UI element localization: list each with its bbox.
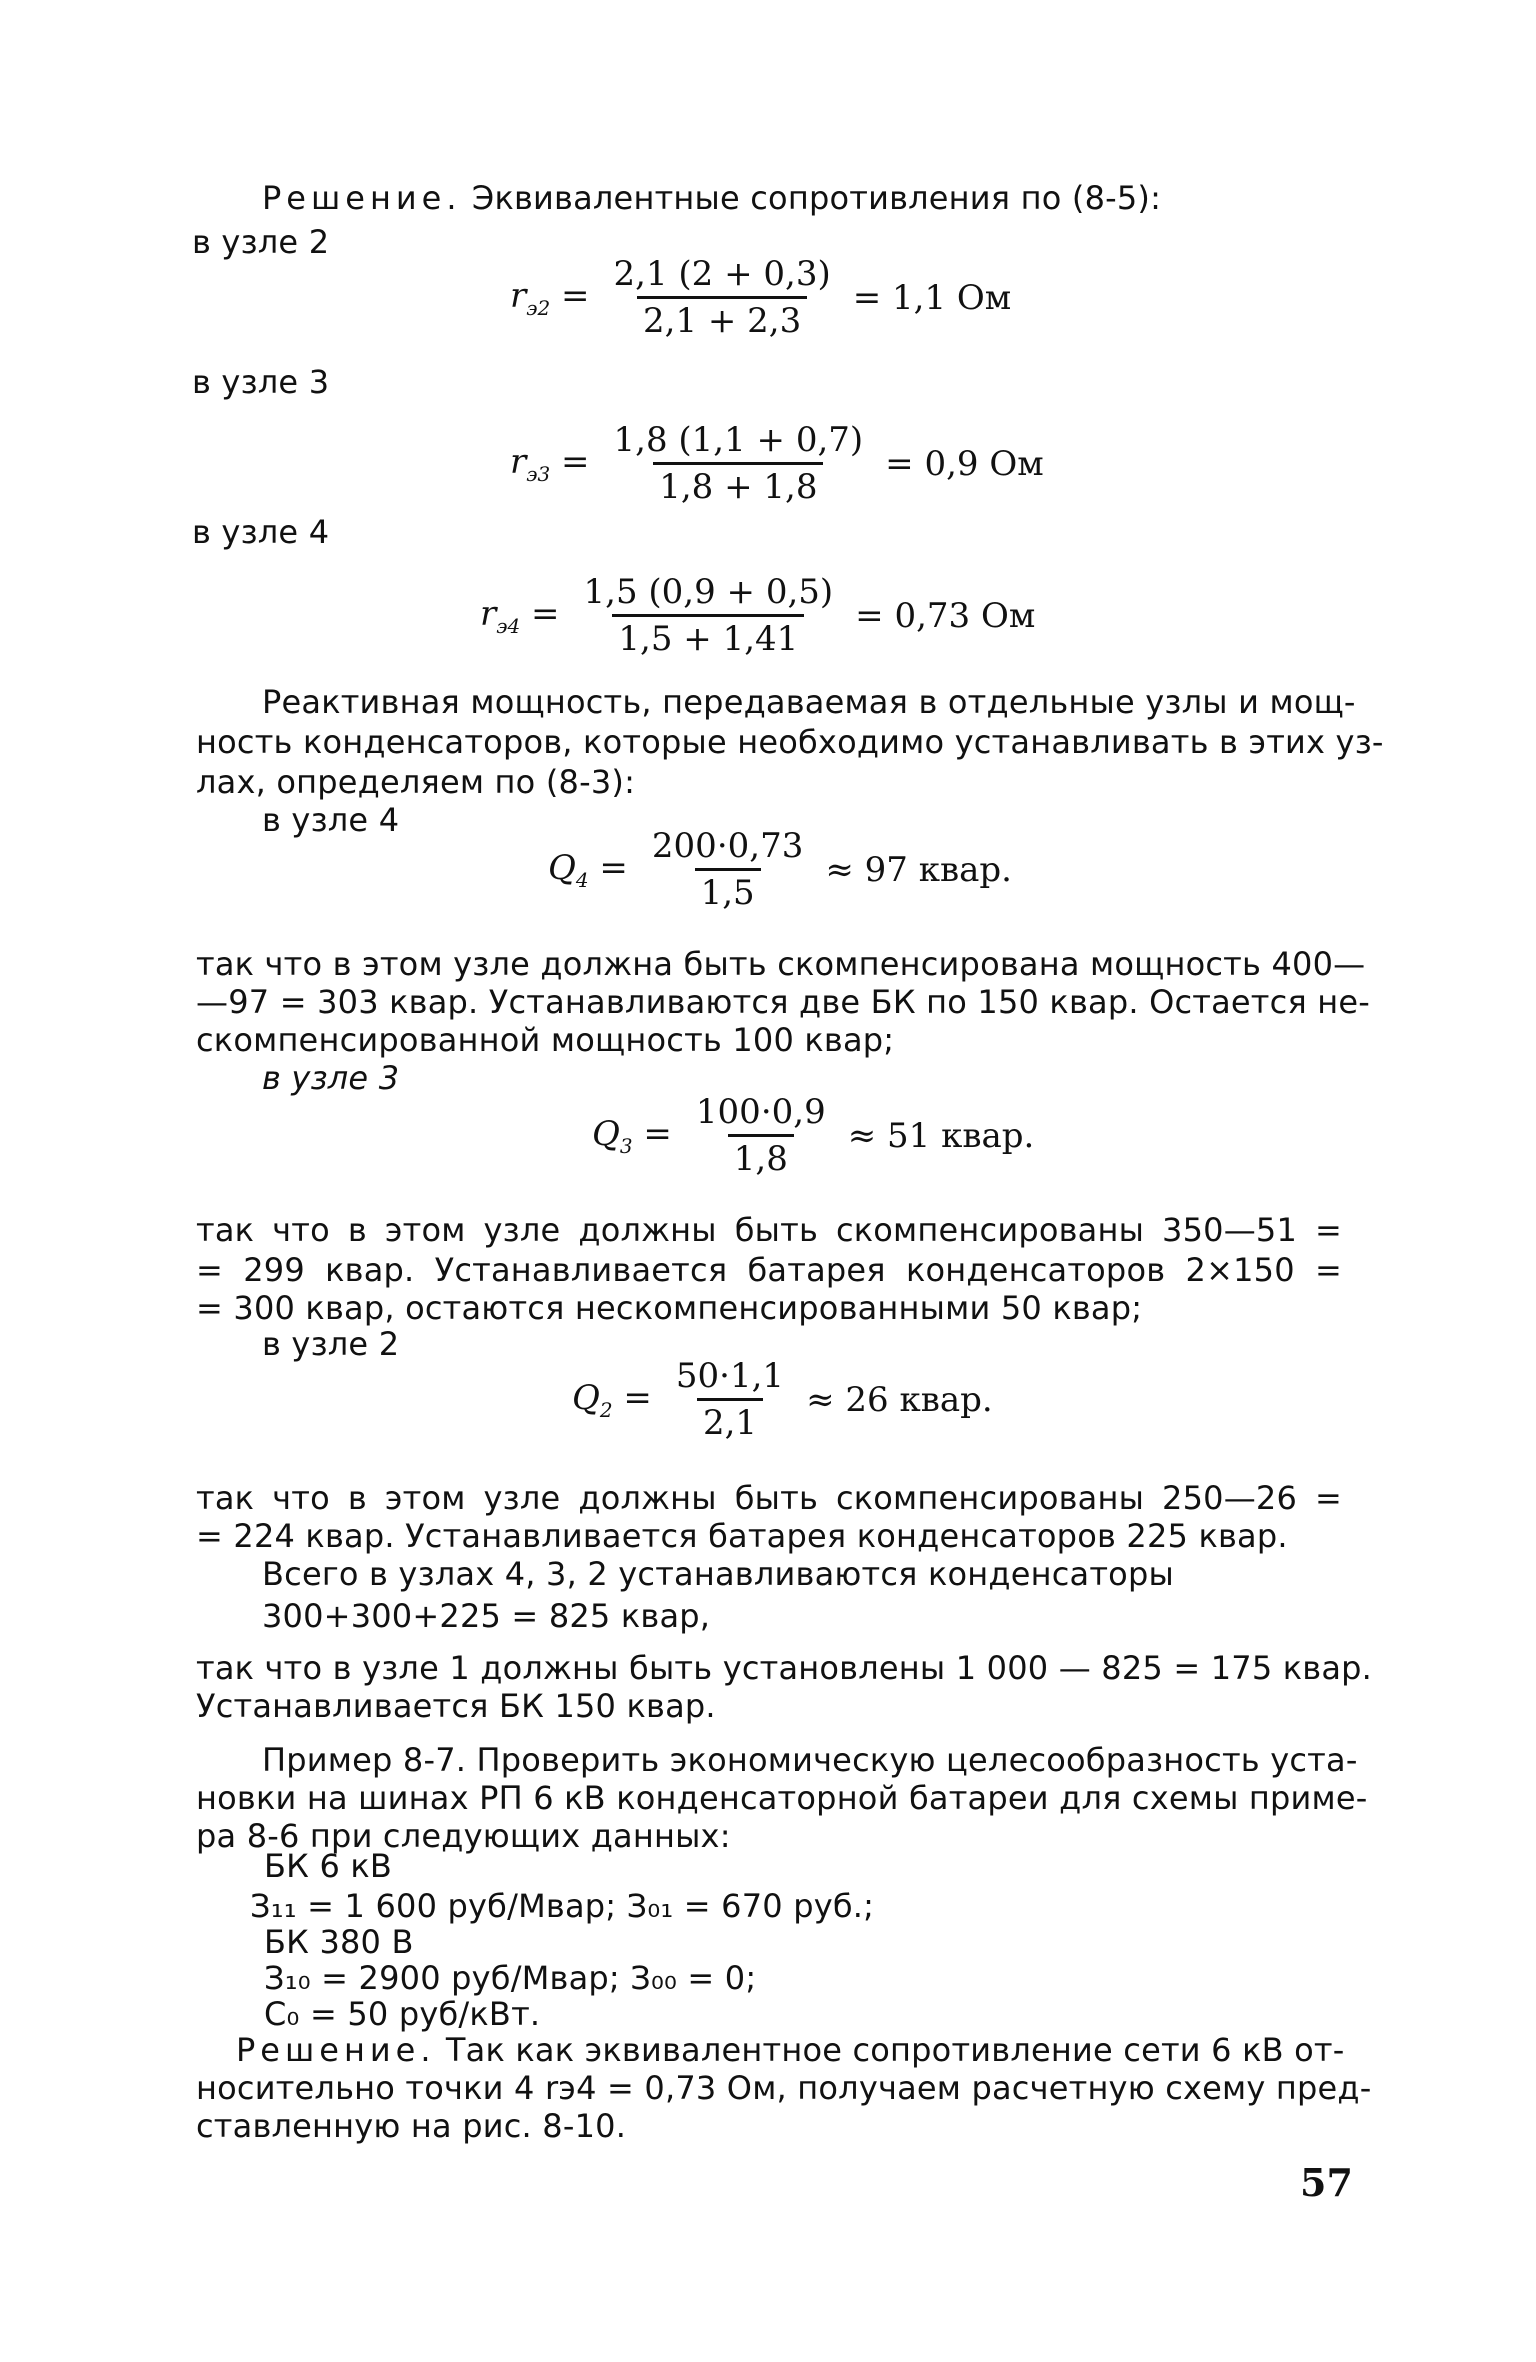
denominator: 1,8 [728, 1134, 794, 1179]
denominator: 2,1 + 2,3 [637, 296, 807, 341]
numerator: 1,5 (0,9 + 0,5) [583, 572, 834, 612]
numerator: 1,8 (1,1 + 0,7) [613, 420, 864, 460]
paragraph-line: Всего в узлах 4, 3, 2 устанавливаются конденсаторы [262, 1555, 1174, 1593]
solution-heading: Решение. [262, 179, 462, 217]
fraction [578, 572, 840, 659]
formula-q2 [572, 1356, 993, 1443]
numerator: 200·0,73 [651, 826, 804, 866]
node-2-label: в узле 2 [192, 223, 330, 261]
solution-text: Эквивалентные сопротивления по (8-5): [471, 179, 1162, 217]
formula-result: ≈ 97 квар. [825, 849, 1012, 890]
denominator: 1,5 + 1,41 [612, 614, 804, 659]
formula-lhs: $r_{э2}$ = [510, 275, 590, 320]
formula-result: = 1,1 Ом [852, 277, 1012, 318]
paragraph-line: так что в этом узле должны быть скомпенсированы 350—51 = [196, 1211, 1342, 1249]
formula-r-e3 [510, 420, 1044, 507]
paragraph-line: так что в этом узле должны быть скомпенсированы 250—26 = [196, 1479, 1342, 1517]
node-3-label: в узле 3 [192, 363, 330, 401]
paragraph-line: —97 = 303 квар. Устанавливаются две БК по 150 квар. Остается не- [196, 983, 1371, 1021]
data-line: З₁₁ = 1 600 руб/Мвар; З₀₁ = 670 руб.; [250, 1887, 875, 1925]
denominator: 2,1 [697, 1398, 763, 1443]
fraction [608, 254, 837, 341]
paragraph-line: Реактивная мощность, передаваемая в отдельные узлы и мощ- [262, 683, 1356, 721]
fraction [670, 1356, 790, 1443]
formula-result: = 0,9 Ом [885, 443, 1044, 484]
formula-r-e4 [480, 572, 1035, 659]
paragraph-line: ность конденсаторов, которые необходимо устанавливать в этих уз- [196, 723, 1384, 761]
formula-lhs: $Q_3$ = [592, 1113, 672, 1158]
data-line: БК 380 В [264, 1923, 414, 1961]
paragraph-line: ставленную на рис. 8-10. [196, 2107, 627, 2145]
formula-result: ≈ 26 квар. [806, 1379, 993, 1420]
formula-lhs: $Q_4$ = [548, 847, 628, 892]
solution-heading-2: Решение. [236, 2031, 436, 2069]
denominator: 1,5 [695, 868, 761, 913]
numerator: 100·0,9 [695, 1092, 826, 1132]
data-line: C₀ = 50 руб/кВт. [264, 1995, 541, 2033]
numerator: 2,1 (2 + 0,3) [613, 254, 831, 294]
paragraph-line: лах, определяем по (8-3): [196, 763, 636, 801]
denominator: 1,8 + 1,8 [653, 462, 823, 507]
fraction [690, 1092, 832, 1179]
data-line: З₁₀ = 2900 руб/Мвар; З₀₀ = 0; [264, 1959, 757, 1997]
formula-r-e2 [510, 254, 1011, 341]
paragraph-line: Устанавливается БК 150 квар. [196, 1687, 716, 1725]
paragraph-line: 300+300+225 = 825 квар, [262, 1597, 711, 1635]
formula-result: = 0,73 Ом [855, 595, 1036, 636]
fraction [608, 420, 870, 507]
paragraph-line: = 299 квар. Устанавливается батарея конденсаторов 2×150 = [196, 1251, 1342, 1289]
page-number: 57 [1300, 2160, 1353, 2205]
data-line: БК 6 кВ [264, 1847, 393, 1885]
node-3b-label: в узле 3 [262, 1059, 400, 1097]
numerator: 50·1,1 [675, 1356, 785, 1396]
formula-lhs: $r_{э3}$ = [510, 441, 590, 486]
paragraph-line: так что в узле 1 должны быть установлены 1 000 — 825 = 175 квар. [196, 1649, 1373, 1687]
node-4-label: в узле 4 [192, 513, 330, 551]
formula-q3 [592, 1092, 1034, 1179]
formula-result: ≈ 51 квар. [847, 1115, 1035, 1156]
paragraph-line: носительно точки 4 rэ4 = 0,73 Ом, получаем расчетную схему пред- [196, 2069, 1372, 2107]
paragraph-line: так что в этом узле должна быть скомпенсирована мощность 400— [196, 945, 1366, 983]
paragraph-line: Решение. Так как эквивалентное сопротивление сети 6 кВ от- [236, 2031, 1345, 2069]
paragraph-line: новки на шинах РП 6 кВ конденсаторной батареи для схемы приме- [196, 1779, 1368, 1817]
paragraph-line: = 300 квар, остаются нескомпенсированными 50 квар; [196, 1289, 1143, 1327]
solution-intro [262, 178, 1161, 218]
node-4b-label: в узле 4 [262, 801, 400, 839]
formula-q4 [548, 826, 1012, 913]
formula-lhs: $Q_2$ = [572, 1377, 652, 1422]
paragraph-line: Пример 8-7. Проверить экономическую целесообразность уста- [262, 1741, 1358, 1779]
paragraph-line: скомпенсированной мощность 100 квар; [196, 1021, 895, 1059]
paragraph-line: ра 8-6 при следующих данных: [196, 1817, 731, 1855]
fraction [646, 826, 809, 913]
paragraph-line: = 224 квар. Устанавливается батарея конденсаторов 225 квар. [196, 1517, 1288, 1555]
node-2b-label: в узле 2 [262, 1325, 400, 1363]
formula-lhs: $r_{э4}$ = [480, 593, 560, 638]
